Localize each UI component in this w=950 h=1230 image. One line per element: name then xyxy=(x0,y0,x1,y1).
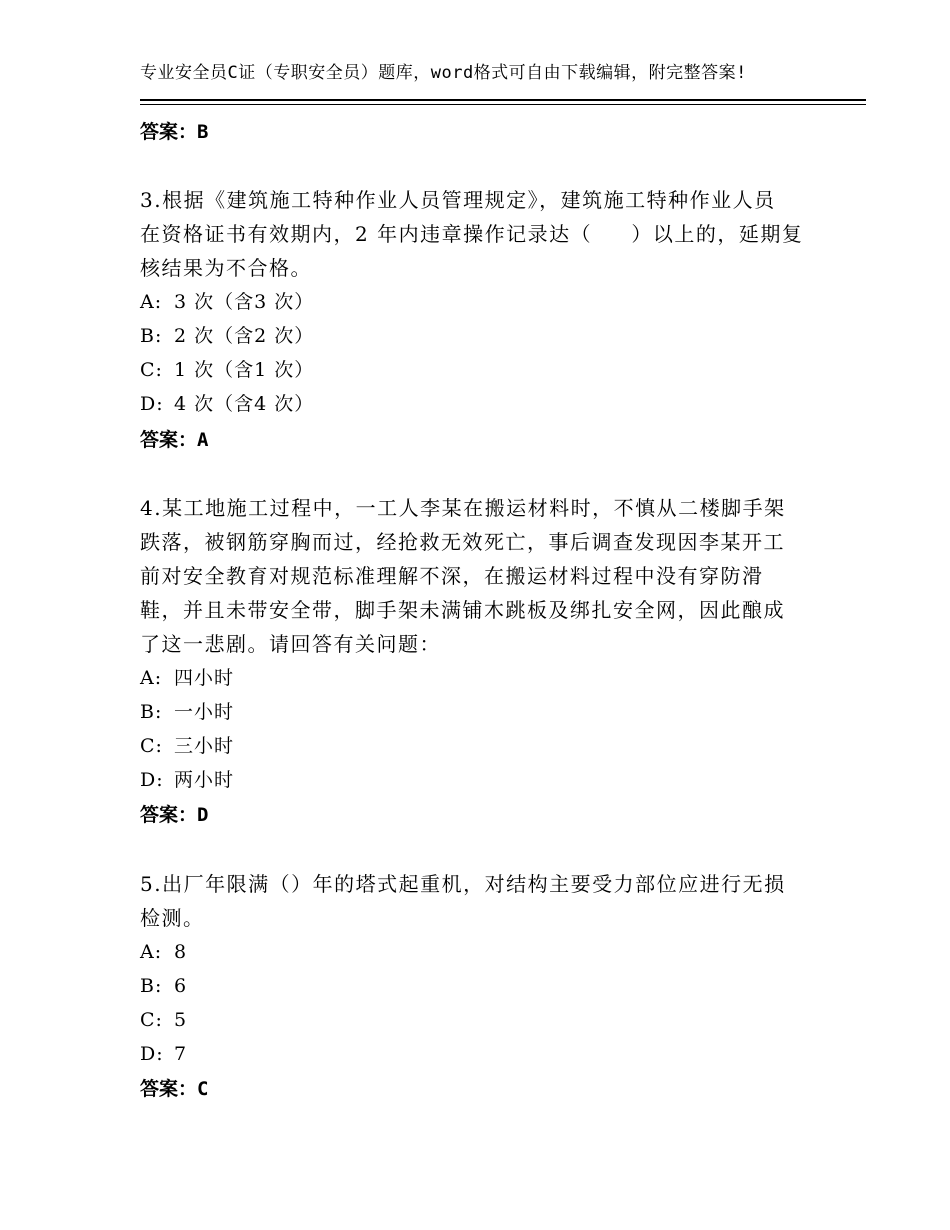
option-text: 1 次（含1 次） xyxy=(174,359,315,381)
header-divider-thick xyxy=(140,99,866,101)
option-text: 7 xyxy=(174,1043,188,1065)
answer-line xyxy=(140,1077,208,1101)
question-3-stem xyxy=(140,183,810,285)
answer-line xyxy=(140,120,208,144)
question-number: 3. xyxy=(140,188,163,212)
question-stem-line: 了这一悲剧。请回答有关问题： xyxy=(140,632,441,656)
option-text: 4 次（含4 次） xyxy=(174,393,315,415)
option-a xyxy=(140,287,314,317)
option-label: C: xyxy=(140,1009,163,1031)
option-a xyxy=(140,663,234,693)
option-text: 5 xyxy=(174,1009,188,1031)
question-stem-line: 在资格证书有效期内，2 年内违章操作记录达（ ）以上的，延期复 xyxy=(140,222,804,246)
option-label: D: xyxy=(140,1043,164,1065)
answer-value: B xyxy=(197,121,209,143)
answer-value: D xyxy=(197,804,209,826)
question-4-stem xyxy=(140,491,810,661)
option-text: 6 xyxy=(174,975,188,997)
option-label: B: xyxy=(140,701,163,723)
answer-prefix: 答案： xyxy=(140,121,198,143)
answer-prefix: 答案： xyxy=(140,804,198,826)
question-stem-line: 鞋，并且未带安全带，脚手架未满铺木跳板及绑扎安全网，因此酿成 xyxy=(140,598,785,622)
option-text: 8 xyxy=(174,941,188,963)
question-stem-line: 检测。 xyxy=(140,906,205,930)
option-label: D: xyxy=(140,393,164,415)
option-text: 3 次（含3 次） xyxy=(174,291,315,313)
option-c xyxy=(140,731,234,761)
document-header: 专业安全员C证（专职安全员）题库，word格式可自由下载编辑，附完整答案! xyxy=(140,63,747,83)
option-text: 一小时 xyxy=(174,701,235,723)
option-label: C: xyxy=(140,359,163,381)
question-stem-line: 4.某工地施工过程中，一工人李某在搬运材料时，不慎从二楼脚手架 xyxy=(140,496,786,520)
option-label: B: xyxy=(140,975,163,997)
option-label: A: xyxy=(140,667,163,689)
option-label: B: xyxy=(140,325,163,347)
question-stem-line: 核结果为不合格。 xyxy=(140,256,312,280)
question-number: 5. xyxy=(140,872,163,896)
answer-value: C xyxy=(197,1078,209,1100)
answer-value: A xyxy=(197,429,209,451)
option-d xyxy=(140,1039,187,1069)
question-5-stem xyxy=(140,867,810,935)
option-c xyxy=(140,355,314,385)
option-label: D: xyxy=(140,769,164,791)
option-label: A: xyxy=(140,941,163,963)
option-c xyxy=(140,1005,187,1035)
option-b xyxy=(140,321,314,351)
option-text: 两小时 xyxy=(174,769,235,791)
question-stem-line: 跌落，被钢筋穿胸而过，经抢救无效死亡，事后调查发现因李某开工 xyxy=(140,530,785,554)
answer-prefix: 答案： xyxy=(140,1078,198,1100)
question-number: 4. xyxy=(140,496,163,520)
option-text: 2 次（含2 次） xyxy=(174,325,315,347)
question-stem-line: 前对安全教育对规范标准理解不深，在搬运材料过程中没有穿防滑 xyxy=(140,564,764,588)
option-d xyxy=(140,765,234,795)
option-b xyxy=(140,697,234,727)
answer-prefix: 答案： xyxy=(140,429,198,451)
header-divider-thin xyxy=(140,104,866,105)
option-text: 三小时 xyxy=(174,735,235,757)
answer-line xyxy=(140,803,208,827)
option-d xyxy=(140,389,314,419)
answer-line xyxy=(140,428,208,452)
option-label: C: xyxy=(140,735,163,757)
question-stem-line: 5.出厂年限满（）年的塔式起重机，对结构主要受力部位应进行无损 xyxy=(140,872,786,896)
option-b xyxy=(140,971,187,1001)
question-stem-line: 3.根据《建筑施工特种作业人员管理规定》，建筑施工特种作业人员 xyxy=(140,188,776,212)
option-text: 四小时 xyxy=(174,667,235,689)
option-a xyxy=(140,937,187,967)
option-label: A: xyxy=(140,291,163,313)
